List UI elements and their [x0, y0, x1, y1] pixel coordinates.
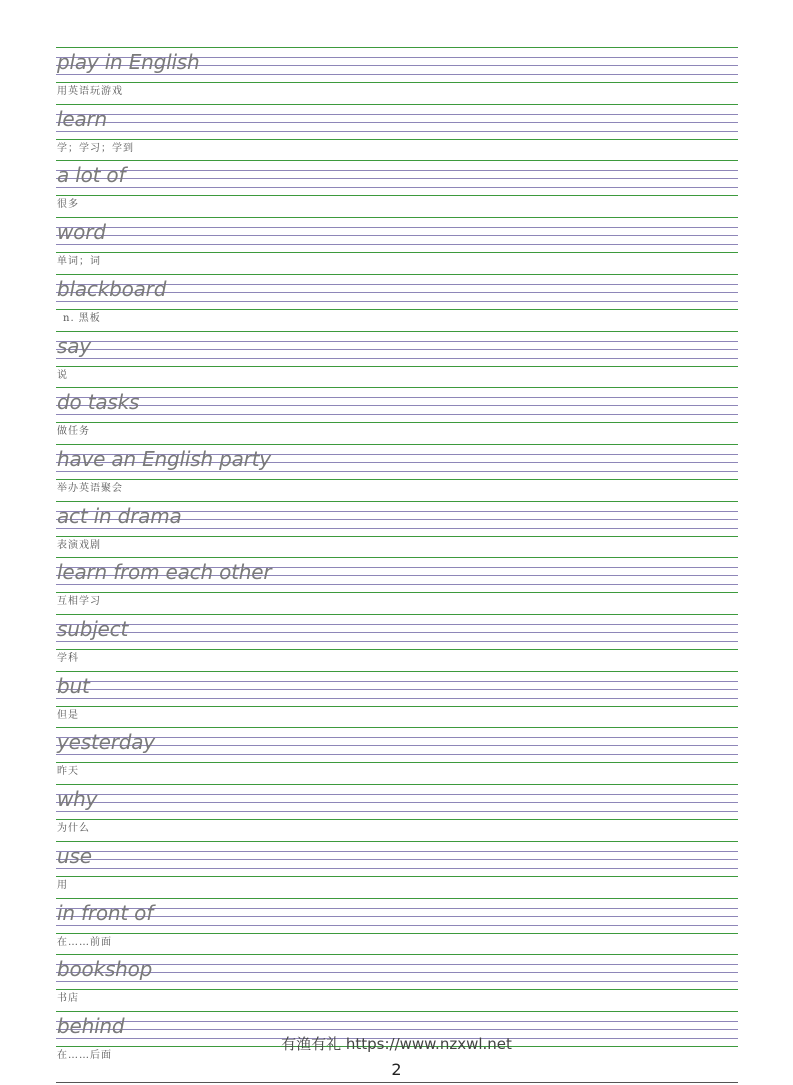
vocab-meaning: 表演戏剧 [57, 539, 101, 551]
guide-line [56, 557, 738, 558]
guide-line [56, 698, 738, 699]
vocab-meaning: 做任务 [57, 426, 90, 438]
guide-line [56, 104, 738, 105]
guide-line [56, 47, 738, 48]
vocab-entry [56, 217, 738, 274]
vocab-word: have an English party [57, 446, 271, 471]
guide-line [56, 471, 738, 472]
vocab-meaning: 在……后面 [57, 1049, 112, 1061]
guide-line [56, 1011, 738, 1012]
vocab-word: why [57, 787, 98, 812]
guide-line [56, 139, 738, 140]
vocab-entry [56, 614, 738, 671]
vocab-meaning: 举办英语聚会 [57, 482, 123, 494]
guide-line [56, 349, 738, 350]
vocab-word: subject [57, 617, 129, 641]
guide-line [56, 876, 738, 877]
guide-line [56, 794, 738, 795]
vocab-meaning: 为什么 [57, 823, 90, 835]
vocab-word: learn from each other [57, 560, 272, 585]
guide-line [56, 131, 738, 132]
vocab-entry [56, 784, 738, 841]
vocab-entry [56, 387, 738, 444]
guide-line [56, 366, 738, 367]
guide-line [56, 972, 738, 973]
guide-line [56, 217, 738, 218]
vocab-entry [56, 841, 738, 898]
guide-line [56, 235, 738, 236]
guide-line [56, 681, 738, 682]
guide-line [56, 802, 738, 803]
guide-line [56, 1029, 738, 1030]
guide-line [56, 195, 738, 196]
guide-line [56, 82, 738, 83]
guide-line [56, 614, 738, 615]
vocab-entry [56, 274, 738, 331]
guide-line [56, 160, 738, 161]
vocab-word: yesterday [57, 730, 155, 755]
vocab-entry [56, 47, 738, 104]
vocab-entry [56, 160, 738, 217]
vocab-entry [56, 671, 738, 728]
guide-line [56, 689, 738, 690]
guide-line [56, 584, 738, 585]
guide-line [56, 811, 738, 812]
vocab-word: bookshop [57, 957, 153, 982]
vocab-entry [56, 557, 738, 614]
guide-line [56, 851, 738, 852]
vocab-word: use [57, 843, 92, 868]
guide-line [56, 989, 738, 990]
vocab-word: act in drama [57, 503, 182, 528]
guide-line [56, 671, 738, 672]
guide-line [56, 414, 738, 415]
guide-line [56, 859, 738, 860]
guide-line [56, 737, 738, 738]
guide-line [56, 341, 738, 342]
guide-line [56, 649, 738, 650]
guide-line [56, 405, 738, 406]
guide-line [56, 898, 738, 899]
guide-line [56, 868, 738, 869]
vocab-entry [56, 104, 738, 161]
guide-line [56, 331, 738, 332]
guide-line [56, 170, 738, 171]
vocab-meaning: 但是 [57, 709, 79, 721]
guide-line [56, 754, 738, 755]
vocab-meaning: 书店 [57, 993, 79, 1005]
vocab-word: but [57, 673, 90, 698]
vocab-word: say [57, 333, 91, 358]
guide-line [56, 301, 738, 302]
guide-line [56, 309, 738, 310]
guide-line [56, 1021, 738, 1022]
vocab-entry [56, 727, 738, 784]
vocab-word: play in English [57, 50, 200, 74]
vocab-entry [56, 898, 738, 955]
guide-line [56, 925, 738, 926]
watermark-text: 有渔有礼 https://www.nzxwl.net [281, 1035, 512, 1053]
guide-line [56, 252, 738, 253]
guide-line [56, 422, 738, 423]
vocabulary-sheet [56, 0, 738, 1085]
guide-line [56, 122, 738, 123]
vocab-meaning: 用 [57, 879, 68, 891]
vocab-meaning: 昨天 [57, 766, 79, 778]
vocab-word: blackboard [57, 276, 167, 301]
vocab-entry [56, 501, 738, 558]
guide-line [56, 536, 738, 537]
vocab-entry [56, 954, 738, 1011]
guide-line [56, 981, 738, 982]
guide-line [56, 819, 738, 820]
guide-line [56, 74, 738, 75]
vocab-meaning: 互相学习 [57, 596, 101, 608]
vocab-meaning: 用英语玩游戏 [57, 86, 123, 97]
guide-line [56, 114, 738, 115]
vocab-word: learn [57, 106, 108, 131]
vocab-meaning: n. 黑板 [63, 312, 101, 324]
vocab-meaning: 学；学习；学到 [57, 142, 134, 154]
guide-line [56, 397, 738, 398]
vocab-meaning: 在……前面 [57, 936, 112, 948]
guide-line [56, 954, 738, 955]
guide-line [56, 187, 738, 188]
vocab-word: behind [57, 1013, 125, 1038]
page-number: 2 [391, 1060, 402, 1079]
vocab-meaning: 说 [57, 369, 68, 381]
guide-line [56, 244, 738, 245]
vocab-word: a lot of [57, 163, 126, 188]
guide-line [56, 706, 738, 707]
guide-line [56, 641, 738, 642]
guide-line [56, 274, 738, 275]
guide-line [56, 916, 738, 917]
guide-line [56, 178, 738, 179]
vocab-word: word [57, 220, 106, 245]
guide-line [56, 727, 738, 728]
guide-line [56, 841, 738, 842]
guide-line [56, 528, 738, 529]
bottom-rule [56, 1082, 738, 1083]
guide-line [56, 624, 738, 625]
vocab-word: do tasks [57, 390, 140, 415]
guide-line [56, 227, 738, 228]
guide-line [56, 479, 738, 480]
guide-line [56, 501, 738, 502]
guide-line [56, 745, 738, 746]
guide-line [56, 592, 738, 593]
vocab-meaning: 很多 [57, 199, 79, 211]
guide-line [56, 933, 738, 934]
vocab-meaning: 单词；词 [57, 256, 101, 268]
vocab-entry [56, 331, 738, 388]
vocab-entry [56, 444, 738, 501]
guide-line [56, 784, 738, 785]
vocab-meaning: 学科 [57, 653, 79, 664]
guide-line [56, 387, 738, 388]
guide-line [56, 908, 738, 909]
guide-line [56, 762, 738, 763]
guide-line [56, 444, 738, 445]
guide-line [56, 632, 738, 633]
guide-line [56, 964, 738, 965]
guide-line [56, 358, 738, 359]
vocab-word: in front of [57, 900, 154, 925]
